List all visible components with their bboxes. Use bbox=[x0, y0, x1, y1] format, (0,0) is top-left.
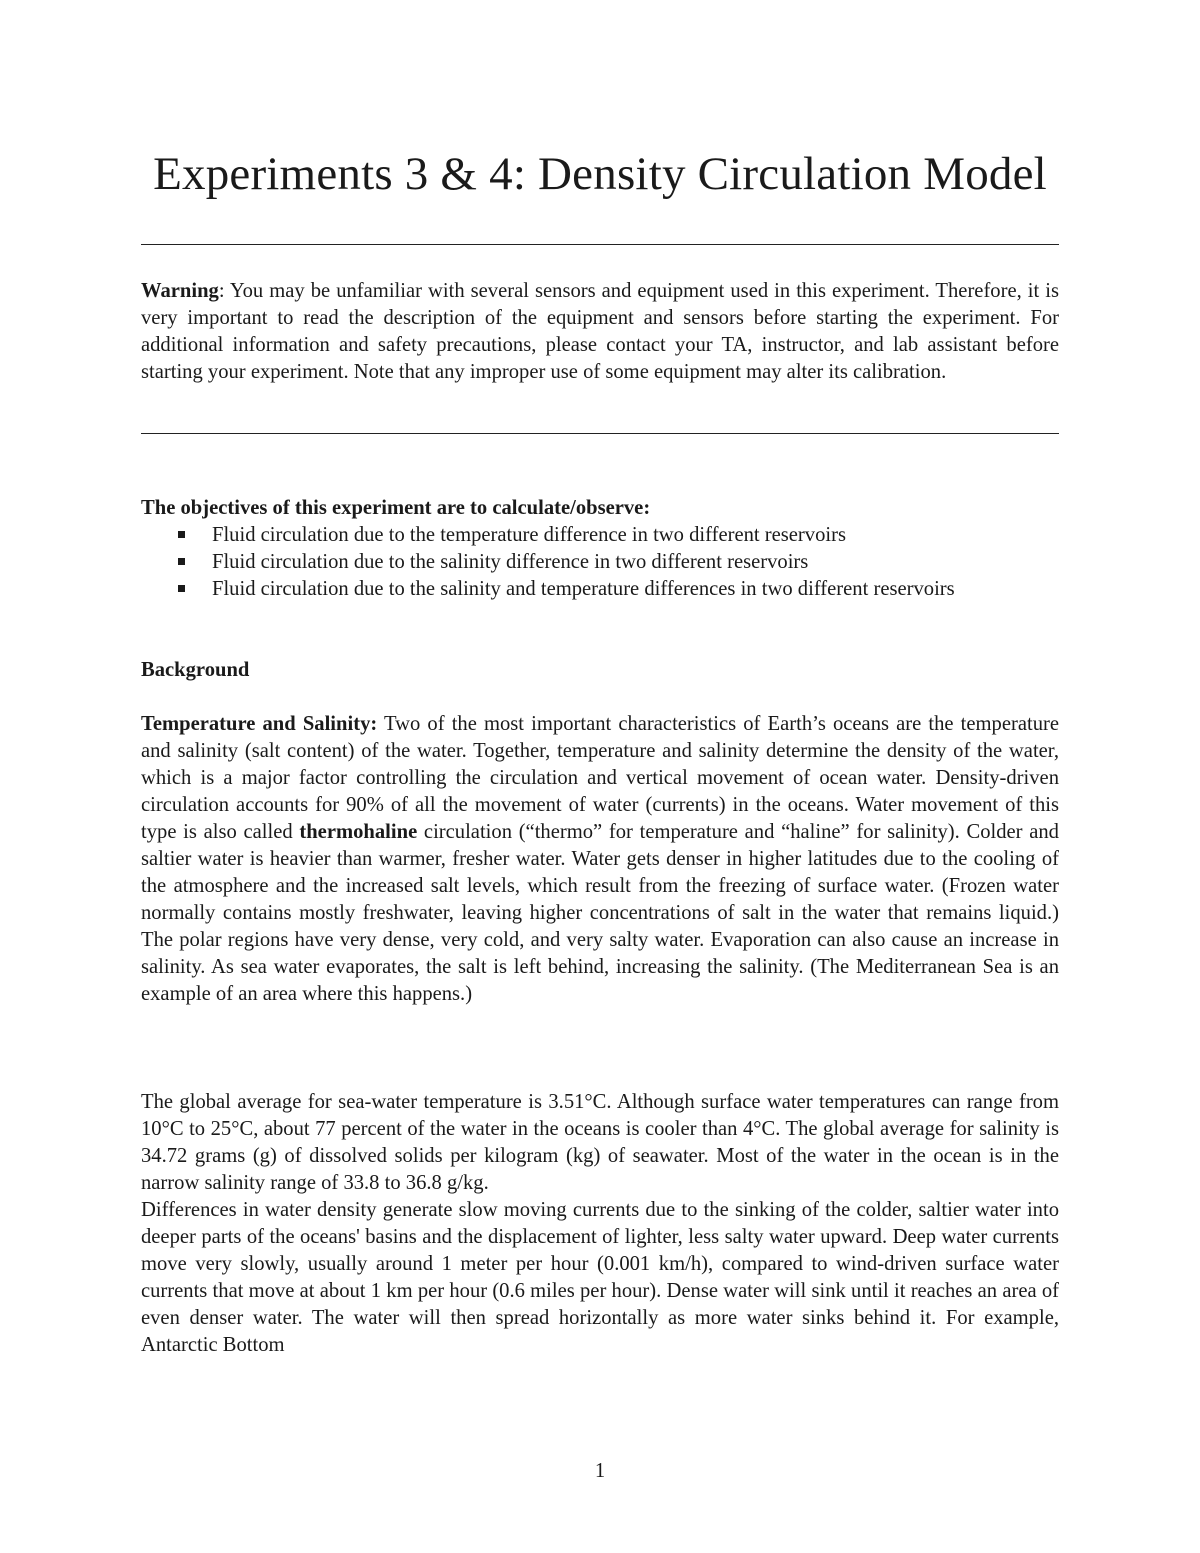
objective-text: Fluid circulation due to the temperature difference in two different reservoirs bbox=[212, 524, 846, 546]
square-bullet-icon bbox=[178, 531, 185, 538]
paragraph-label: Temperature and Salinity: bbox=[141, 713, 378, 735]
density-currents-paragraph: Differences in water density generate slow moving currents due to the sinking of the colder, saltier water into deeper parts of the oceans' basins and the displacement of lighter, less salty water upward. Deep water currents move very slowly, usually around 1 meter per hour (0.001 km/h), compared to wind-driven surface water currents that move at about 1 km per hour (0.6 miles per hour). Dense water will sink until it reaches an area of even denser water. The water will then spread horizontally as more water sinks behind it. For example, Antarctic Bottom bbox=[141, 1199, 1059, 1356]
list-item bbox=[141, 522, 1059, 549]
paragraph-text: Two of the most important characteristics of Earth’s oceans are the temperature and salinity (salt content) of the water. Together, temperature and salinity determine the density of the water, which is a major factor controlling the circulation and vertical movement of ocean water. Density-driven circulation accounts for 90% of all the movement of water (currents) in the oceans. Water movement of this type is also called bbox=[141, 713, 1060, 843]
temperature-salinity-paragraph bbox=[141, 711, 1059, 1008]
list-item bbox=[141, 549, 1059, 576]
warning-text: : You may be unfamiliar with several sensors and equipment used in this experiment. Therefore, it is very important to read the description of the equipment and sensors before starting the experiment. For additional information and safety precautions, please contact your TA, instructor, and lab assistant before starting your experiment. Note that any improper use of some equipment may alter its calibration. bbox=[141, 280, 1059, 383]
page-number: 1 bbox=[594, 1460, 606, 1482]
list-item bbox=[141, 576, 1059, 603]
page-title: Experiments 3 & 4: Density Circulation Model bbox=[153, 148, 1047, 200]
paragraph-text: circulation (“thermo” for temperature and “haline” for salinity). Colder and saltier water is heavier than warmer, fresher water. Water gets denser in higher latitudes due to the cooling of the atmosphere and the increased salt levels, which result from the freezing of surface water. (Frozen water normally contains mostly freshwater, leaving higher concentrations of salt in the water that remains liquid.) The polar regions have very dense, very cold, and very salty water. Evaporation can also cause an increase in salinity. As sea water evaporates, the salt is left behind, increasing the salinity. (The Mediterranean Sea is an example of an area where this happens.) bbox=[141, 821, 1059, 1005]
background-heading: Background bbox=[141, 659, 250, 681]
temperature-averages-paragraph: The global average for sea-water temperature is 3.51°C. Although surface water temperatures can range from 10°C to 25°C, about 77 percent of the water in the oceans is cooler than 4°C. The global average for salinity is 34.72 grams (g) of dissolved solids per kilogram (kg) of seawater. Most of the water in the ocean is in the narrow salinity range of 33.8 to 36.8 g/kg. bbox=[141, 1091, 1059, 1194]
separator-bottom bbox=[141, 433, 1059, 434]
square-bullet-icon bbox=[178, 585, 185, 592]
objectives-heading: The objectives of this experiment are to calculate/observe: bbox=[141, 497, 651, 519]
objective-text: Fluid circulation due to the salinity difference in two different reservoirs bbox=[212, 551, 809, 573]
document-page bbox=[141, 0, 1059, 1553]
objectives-list bbox=[141, 522, 1059, 603]
warning-label: Warning bbox=[141, 280, 219, 302]
warning-paragraph bbox=[141, 278, 1059, 386]
term-thermohaline: thermohaline bbox=[299, 821, 418, 843]
square-bullet-icon bbox=[178, 558, 185, 565]
objective-text: Fluid circulation due to the salinity and temperature differences in two different reservoirs bbox=[212, 578, 955, 600]
separator-top bbox=[141, 244, 1059, 245]
